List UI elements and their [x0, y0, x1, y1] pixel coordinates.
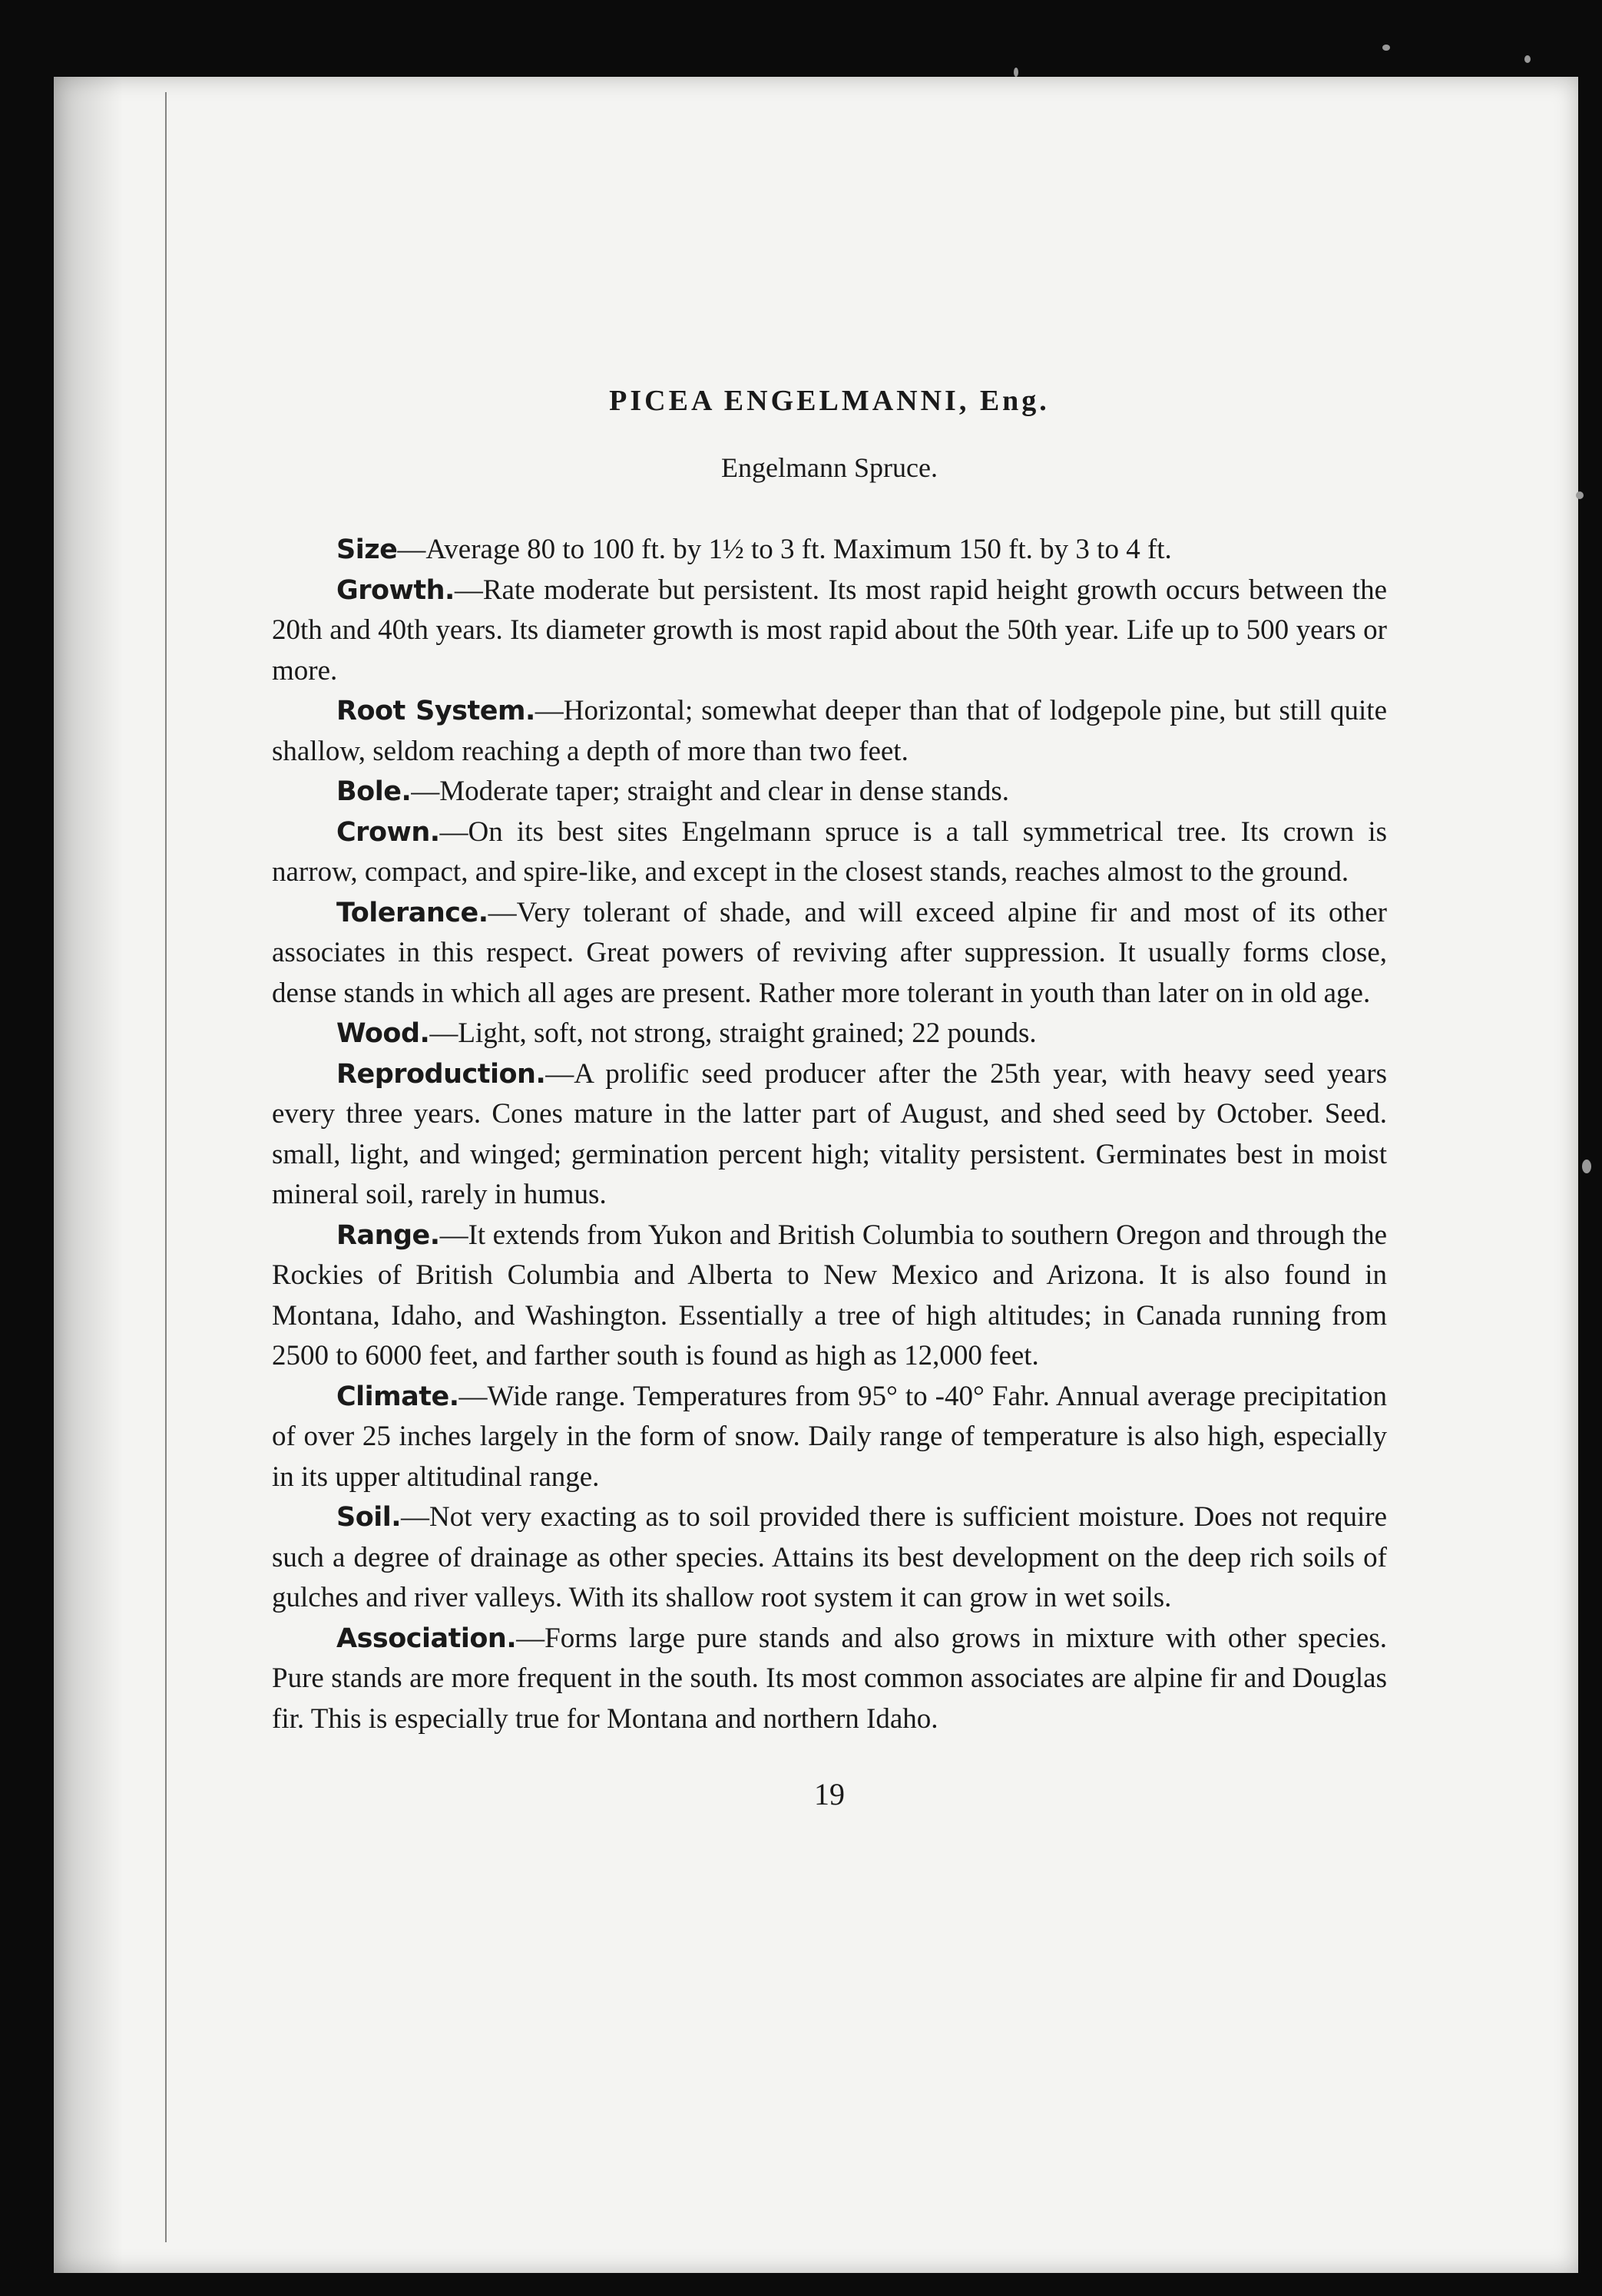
section-range [272, 1216, 1387, 1377]
section-tolerance [272, 893, 1387, 1014]
section-text: —It extends from Yukon and British Columbia to southern Oregon and through the Rockies of British Columbia and Alberta to New Mexico and Arizona. It is also found in Montana, Idaho, and Washington. Essentially a tree of high altitudes; in Canada running from 2500 to 6000 feet, and farther south is found as high as 12,000 feet. [272, 1219, 1387, 1371]
section-heading: Association. [336, 1623, 517, 1654]
section-text: —Average 80 to 100 ft. by 1½ to 3 ft. Maximum 150 ft. by 3 to 4 ft. [397, 534, 1172, 565]
scan-speck [1014, 68, 1018, 77]
section-reproduction [272, 1054, 1387, 1216]
scan-speck [1576, 491, 1584, 499]
section-heading: Reproduction. [336, 1058, 546, 1090]
section-text: —Very tolerant of shade, and will exceed alpine fir and most of its other associates in this respect. Great powers of reviving after suppression. It usually forms close, dense stands in which all ages are present. Rather more tolerant in youth than later on in old age. [272, 896, 1387, 1009]
book-page [54, 77, 1578, 2273]
section-text: —Moderate taper; straight and clear in dense stands. [411, 776, 1010, 807]
section-text: —Wide range. Temperatures from 95° to -40° Fahr. Annual average precipitation of over 25 inches largely in the form of snow. Daily range of temperature is also high, especially in its upper altitudinal range. [272, 1380, 1387, 1493]
scan-speck [1524, 55, 1531, 63]
section-crown [272, 812, 1387, 893]
section-text: —Not very exacting as to soil provided there is sufficient moisture. Does not require such a degree of drainage as other species. Attains its best development on the deep rich soils of gulches and river valleys. With its shallow root system it can grow in wet soils. [272, 1501, 1387, 1613]
section-heading: Climate. [336, 1381, 459, 1412]
section-text: —Forms large pure stands and also grows in mixture with other species. Pure stands are more frequent in the south. Its most common associates are alpine fir and Douglas fir. This is especially true for Montana and northern Idaho. [272, 1622, 1387, 1735]
section-heading: Crown. [336, 816, 440, 848]
section-heading: Tolerance. [336, 897, 488, 928]
page-title: PICEA ENGELMANNI, Eng. [609, 385, 1050, 417]
section-text: —Horizontal; somewhat deeper than that of lodgepole pine, but still quite shallow, seldom reaching a depth of more than two feet. [272, 695, 1387, 767]
section-heading: Root System. [336, 696, 535, 726]
page-number: 19 [814, 1777, 845, 1811]
section-text: —Rate moderate but persistent. Its most rapid height growth occurs between the 20th and 40th years. Its diameter growth is most rapid about the 50th year. Life up to 500 years or more. [272, 574, 1387, 686]
page-content [272, 292, 1387, 1813]
section-growth [272, 571, 1387, 692]
section-heading: Growth. [336, 574, 455, 606]
section-size [272, 530, 1387, 571]
scan-speck [1582, 1160, 1591, 1173]
section-text: —A prolific seed producer after the 25th year, with heavy seed years every three years. Cones mature in the latter part of August, and shed seed by October. Seed. small, light, and winged; germination percent high; vitality persistent. Germinates best in moist mineral soil, rarely in humus. [272, 1057, 1387, 1210]
section-heading: Soil. [336, 1502, 402, 1533]
section-soil [272, 1497, 1387, 1619]
binding-gutter [165, 92, 167, 2242]
section-heading: Wood. [336, 1018, 430, 1049]
section-bole [272, 772, 1387, 812]
section-heading: Bole. [336, 776, 412, 807]
section-text: —Light, soft, not strong, straight grained; 22 pounds. [429, 1017, 1037, 1049]
section-wood [272, 1014, 1387, 1054]
section-root-system [272, 691, 1387, 772]
section-heading: Size [336, 534, 398, 565]
section-climate [272, 1377, 1387, 1498]
scan-speck [1382, 45, 1390, 51]
section-text: —On its best sites Engelmann spruce is a tall symmetrical tree. Its crown is narrow, compact, and spire-like, and except in the closest stands, reaches almost to the ground. [272, 816, 1387, 888]
page-subtitle: Engelmann Spruce. [721, 452, 938, 483]
section-heading: Range. [336, 1219, 440, 1251]
section-association [272, 1619, 1387, 1740]
